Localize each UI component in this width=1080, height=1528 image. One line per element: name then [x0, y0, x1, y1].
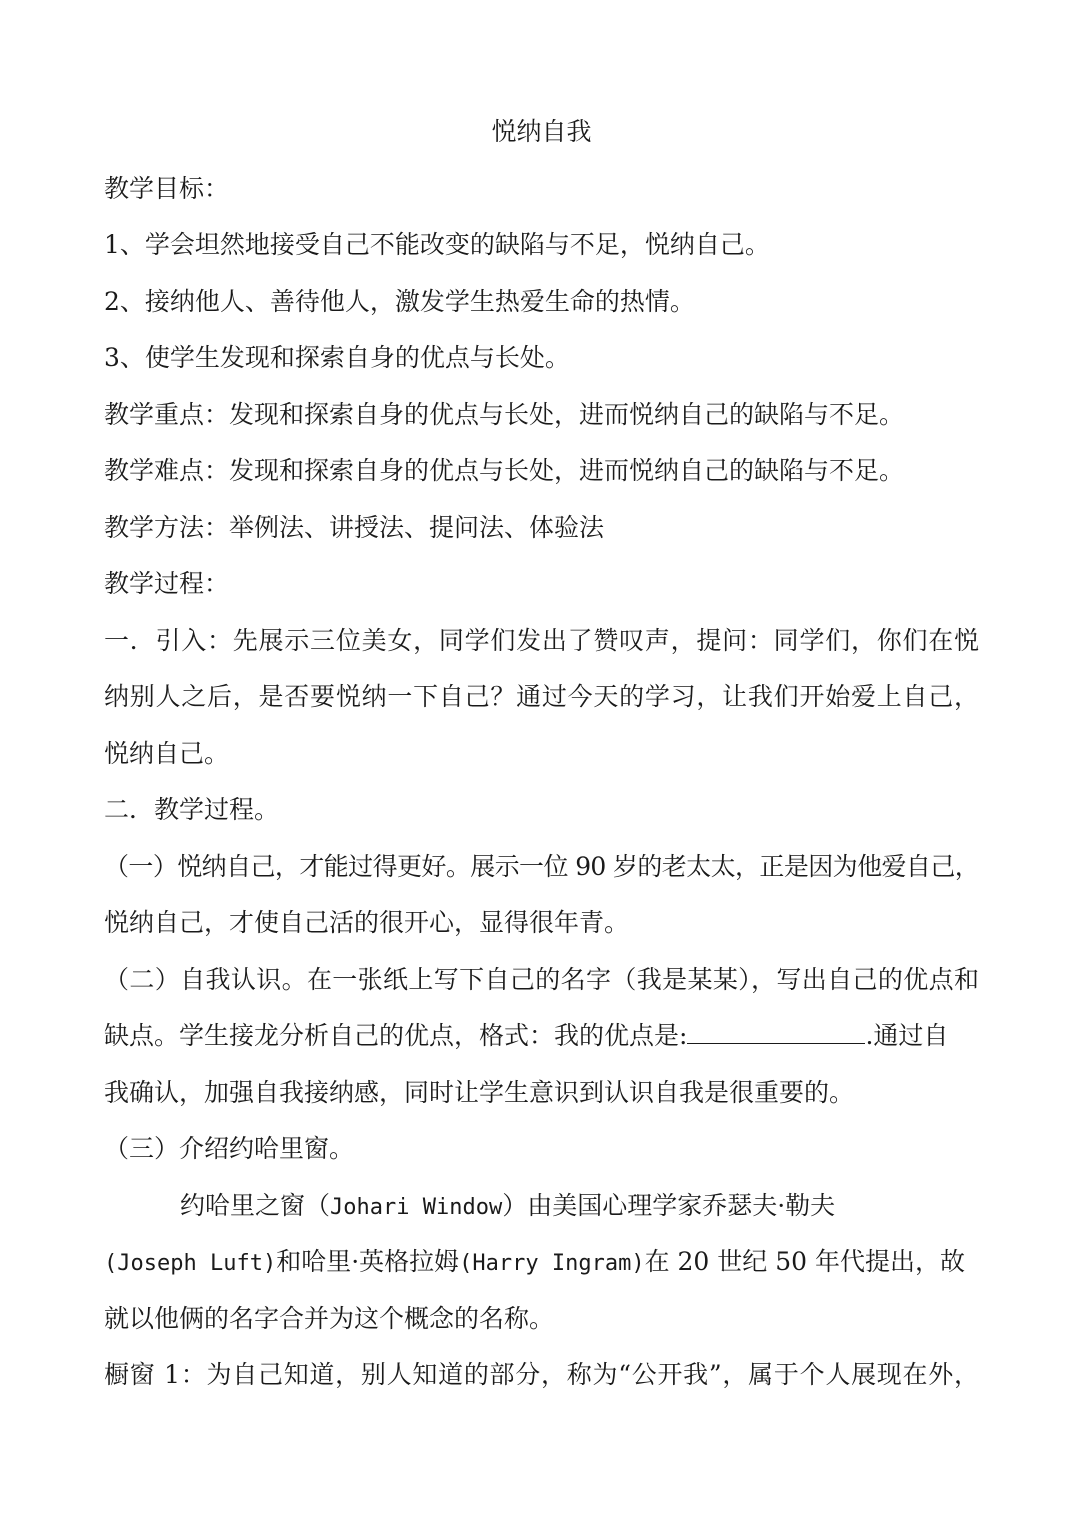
johari-text-a: 约哈里之窗（: [180, 1190, 331, 1220]
goal-item-1: 1、学会坦然地接受自己不能改变的缺陷与不足，悦纳自己。: [104, 230, 770, 259]
paragraph-part-two-line-3: 我确认，加强自我接纳感，同时让学生意识到认识自我是很重要的。: [104, 1077, 855, 1107]
johari-text-b: ）由美国心理学家乔瑟夫·勒夫: [502, 1190, 836, 1220]
paragraph-intro-line-1: 一．引入：先展示三位美女，同学们发出了赞叹声，提问：同学们，你们在悦: [104, 625, 979, 655]
paragraph-part-two-line-2: [104, 1008, 979, 1065]
goal-item-2: 2、接纳他人、善待他人，激发学生热爱生命的热情。: [104, 286, 695, 316]
johari-term-english: Johari Window: [330, 1194, 503, 1220]
paragraph-intro-line-3: 悦纳自己。: [104, 738, 230, 768]
johari-text-c: 和哈里·英格拉姆: [276, 1247, 460, 1276]
johari-name-luft: (Joseph Luft): [104, 1251, 277, 1276]
goal-item-3: 3、使学生发现和探索自身的优点与长处。: [104, 343, 570, 372]
teaching-key-point: 教学重点：发现和探索自身的优点与长处，进而悦纳自己的缺陷与不足。: [104, 399, 905, 429]
document-title: 悦纳自我: [491, 117, 592, 146]
fill-in-blank-line: [687, 1019, 865, 1044]
paragraph-window-1: 橱窗 1：为自己知道，别人知道的部分，称为“公开我”，属于个人展现在外，: [104, 1360, 979, 1389]
teaching-difficulty: 教学难点：发现和探索自身的优点与长处，进而悦纳自己的缺陷与不足。: [104, 456, 905, 485]
paragraph-part-one-line-1: （一）悦纳自己，才能过得更好。展示一位 90 岁的老太太，正是因为他爱自己，: [104, 851, 979, 881]
paragraph-intro-line-2: 纳别人之后，是否要悦纳一下自己？通过今天的学习，让我们开始爱上自己，: [104, 682, 979, 711]
heading-teaching-goals: 教学目标：: [104, 173, 230, 203]
document-body: [104, 104, 979, 1404]
paragraph-part-one-line-2: 悦纳自己，才使自己活的很开心，显得很年青。: [104, 908, 630, 937]
format-prompt-tail: .通过自: [865, 1021, 949, 1050]
johari-name-ingram: (Harry Ingram): [459, 1251, 645, 1276]
paragraph-part-two-line-1: （二）自我认识。在一张纸上写下自己的名字（我是某某），写出自己的优点和: [104, 964, 979, 994]
heading-teaching-process: 教学过程：: [104, 569, 230, 598]
heading-section-two: 二．教学过程。: [104, 795, 280, 824]
teaching-methods: 教学方法：举例法、讲授法、提问法、体验法: [104, 512, 605, 542]
paragraph-johari-line-3: 就以他俩的名字合并为这个概念的名称。: [104, 1303, 555, 1333]
heading-part-three: （三）介绍约哈里窗。: [104, 1134, 355, 1163]
format-prompt-text: 缺点。学生接龙分析自己的优点，格式：我的优点是:: [104, 1021, 688, 1050]
paragraph-johari-line-1: [104, 1178, 979, 1235]
johari-text-d: 在 20 世纪 50 年代提出，故: [644, 1247, 965, 1276]
paragraph-johari-line-2: [104, 1234, 979, 1291]
